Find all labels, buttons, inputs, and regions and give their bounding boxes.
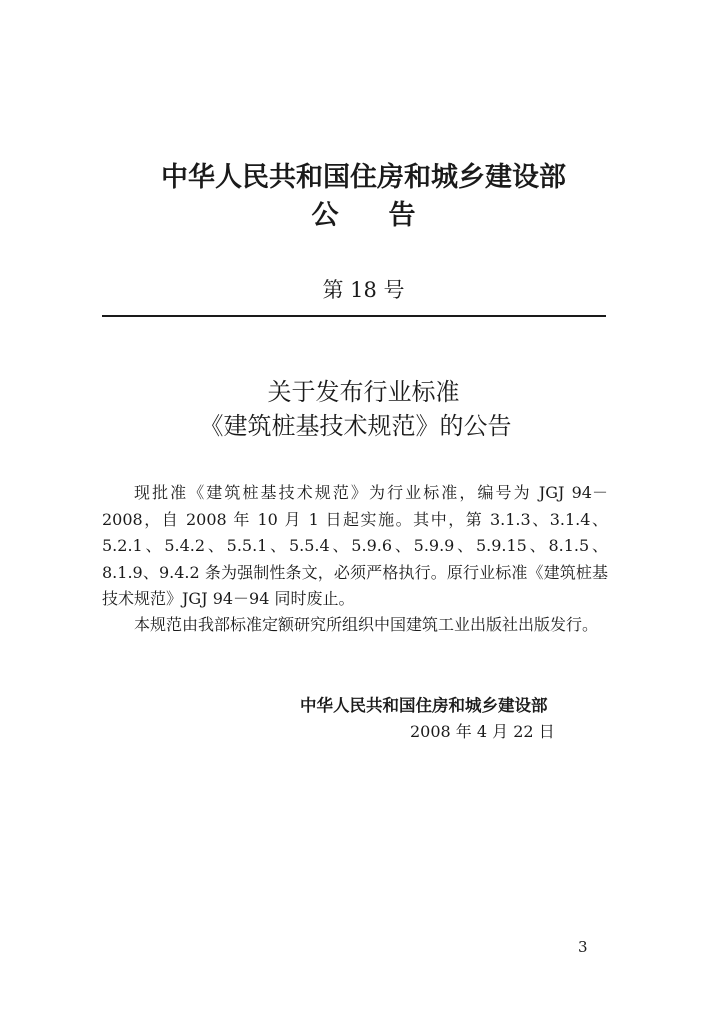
page-number: 3	[578, 938, 588, 956]
issuer-signature: 中华人民共和国住房和城乡建设部	[300, 696, 548, 715]
ministry-heading: 中华人民共和国住房和城乡建设部	[161, 162, 566, 193]
notice-heading: 公告	[311, 200, 466, 231]
body-paragraph-2: 本规范由我部标准定额研究所组织中国建筑工业出版社出版发行。	[134, 615, 599, 634]
announcement-title-line-2: 《建筑桩基技术规范》的公告	[199, 412, 512, 440]
notice-number: 第 18 号	[322, 278, 405, 302]
announcement-title-line-1: 关于发布行业标准	[267, 378, 460, 406]
horizontal-rule	[102, 315, 606, 317]
body-paragraph-1: 现批准《建筑桩基技术规范》为行业标准，编号为 JGJ 94－2008，自 2008 年 10 月 1 日起实施。其中，第 3.1.3、3.1.4、5.2.1、5.4.2、5.5.1、5.5.4、5.9.6、5.9.9、5.9.15、8.1.5、8.1.9、9.4.2 条为强制性条文，必须严格执行。原行业标准《建筑桩基技术规范》JGJ 94－94 同时废止。	[102, 483, 608, 608]
issue-date: 2008 年 4 月 22 日	[410, 722, 555, 741]
